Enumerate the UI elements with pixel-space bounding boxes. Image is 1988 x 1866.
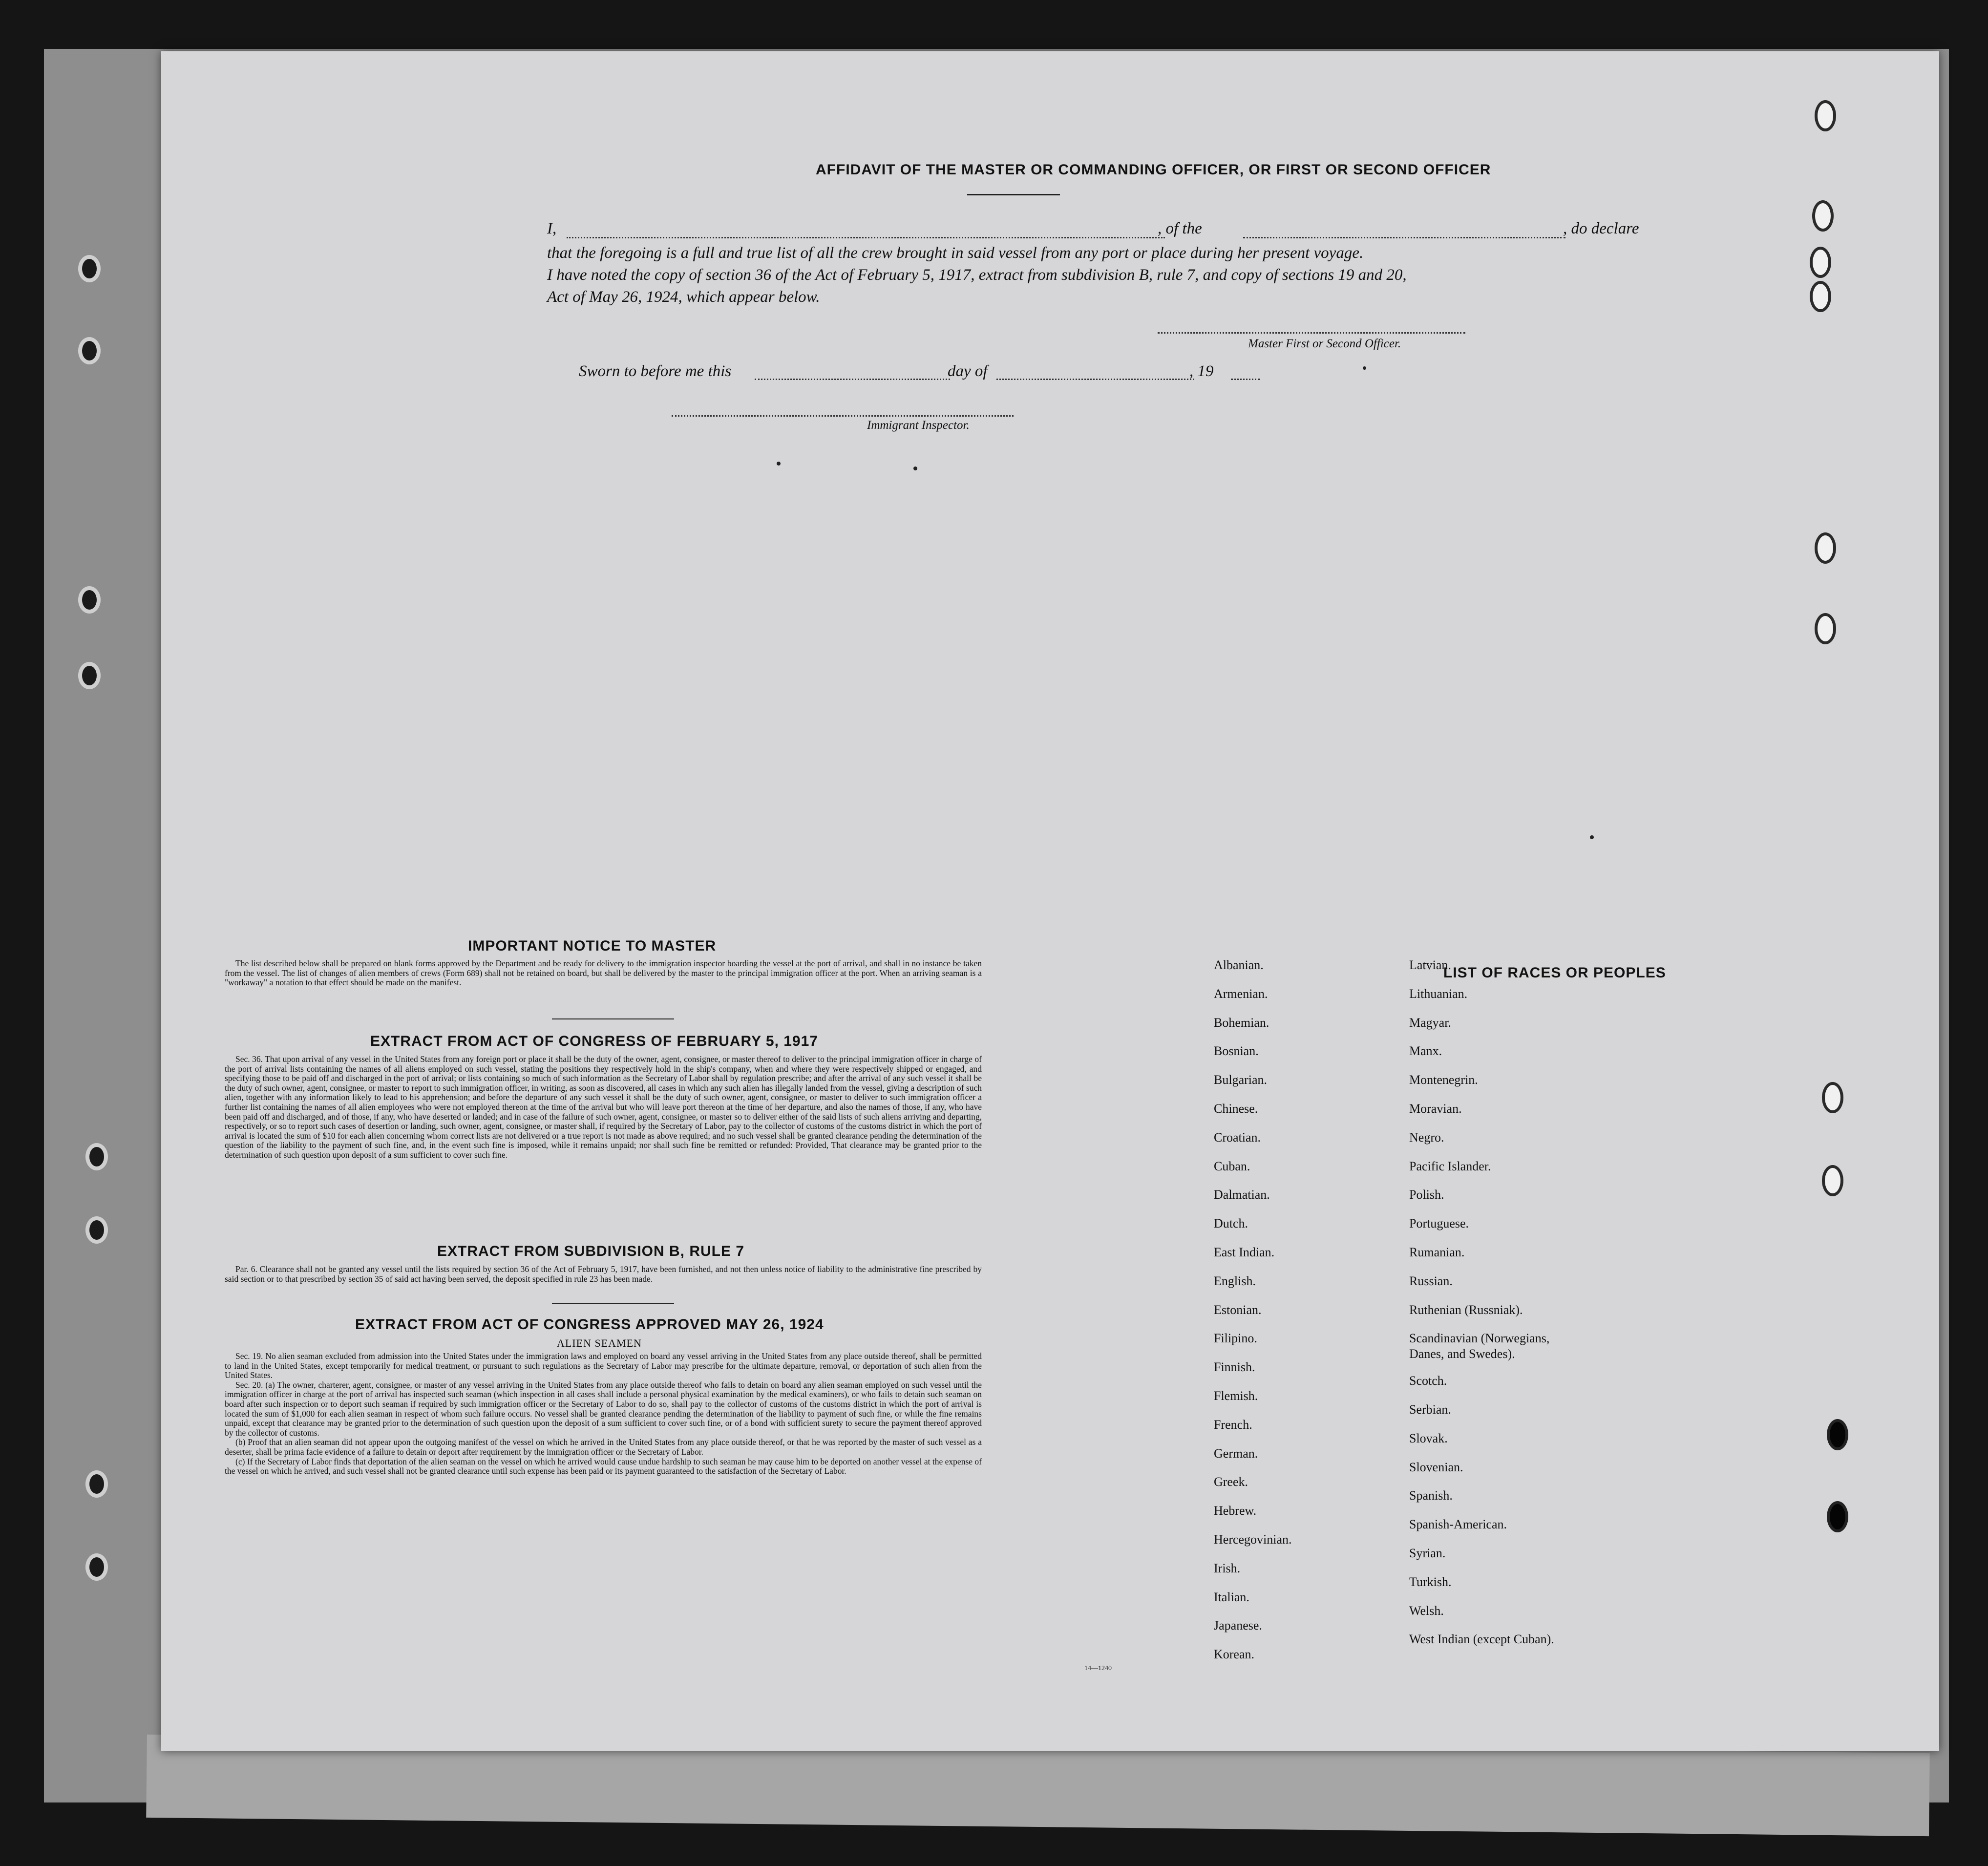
rule-7-body — [225, 1265, 982, 1284]
race-item: Syrian. — [1409, 1546, 1446, 1560]
race-item: East Indian. — [1214, 1245, 1275, 1259]
race-item: Serbian. — [1409, 1402, 1451, 1417]
sworn-month-blank[interactable] — [996, 379, 1194, 380]
binder-hole-icon — [85, 1143, 108, 1170]
punch-hole-icon — [1815, 100, 1836, 131]
punch-hole-icon — [1822, 1082, 1843, 1113]
notice-divider — [552, 1018, 674, 1019]
punch-hole-icon — [1810, 247, 1831, 278]
ink-speck — [913, 466, 917, 470]
race-item: West Indian (except Cuban). — [1409, 1632, 1554, 1647]
race-item: Cuban. — [1214, 1159, 1250, 1173]
sworn-year-blank[interactable] — [1231, 379, 1260, 380]
punch-hole-icon — [1815, 532, 1836, 564]
extract-1924-body — [225, 1352, 982, 1476]
race-item: Moravian. — [1409, 1102, 1462, 1116]
race-item: Slovak. — [1409, 1431, 1448, 1445]
race-item: Danes, and Swedes). — [1409, 1347, 1515, 1361]
race-item: Filipino. — [1214, 1331, 1257, 1346]
race-item: Spanish-American. — [1409, 1517, 1507, 1532]
race-item: Portuguese. — [1409, 1216, 1469, 1231]
race-item: Turkish. — [1409, 1574, 1452, 1589]
rule-7-text: Par. 6. Clearance shall not be granted any vessel until the lists required by section 36 of the Act of February 5, 1917, have been furnished, and not then unless notice of liability to the administrative fine prescribed by said section or to that prescribed by section 35 of said act having been served, the deposit specified in rule 23 has been made. — [225, 1264, 982, 1284]
notice-title: IMPORTANT NOTICE TO MASTER — [468, 938, 717, 954]
punch-hole-icon — [1827, 1501, 1848, 1532]
race-item: Magyar. — [1409, 1015, 1451, 1030]
race-item: Slovenian. — [1409, 1460, 1463, 1474]
race-item: Lithuanian. — [1409, 986, 1468, 1001]
race-item: Spanish. — [1409, 1488, 1453, 1503]
manifest-page — [161, 51, 1939, 1751]
binder-hole-icon — [85, 1470, 108, 1498]
race-item: English. — [1214, 1273, 1256, 1288]
form-number: 14—1240 — [1084, 1665, 1112, 1672]
race-item: Irish. — [1214, 1561, 1241, 1575]
punch-hole-icon — [1827, 1419, 1848, 1450]
binder-hole-icon — [78, 662, 101, 689]
rule-7-title: EXTRACT FROM SUBDIVISION B, RULE 7 — [437, 1243, 745, 1259]
binder-hole-icon — [78, 255, 101, 282]
race-item: Japanese. — [1214, 1618, 1262, 1633]
race-item: Rumanian. — [1409, 1245, 1465, 1259]
punch-hole-icon — [1822, 1165, 1843, 1196]
race-item: Welsh. — [1409, 1603, 1444, 1618]
extract-1917-body — [225, 1055, 982, 1160]
of-the-label: , of the — [1158, 220, 1202, 237]
race-item: Estonian. — [1214, 1302, 1262, 1317]
punch-hole-icon — [1812, 200, 1834, 232]
punch-hole-icon — [1815, 613, 1836, 644]
do-declare-label: , do declare — [1563, 220, 1639, 237]
race-item: Korean. — [1214, 1647, 1255, 1662]
race-item: Armenian. — [1214, 986, 1268, 1001]
sworn-day-blank[interactable] — [755, 379, 950, 380]
race-item: Negro. — [1409, 1130, 1444, 1145]
race-item: Manx. — [1409, 1044, 1442, 1059]
race-item: Finnish. — [1214, 1360, 1255, 1375]
race-item: Dutch. — [1214, 1216, 1248, 1231]
race-item: Chinese. — [1214, 1102, 1258, 1116]
notice-body — [225, 959, 982, 988]
race-item: Bohemian. — [1214, 1015, 1269, 1030]
alien-seamen-subtitle: ALIEN SEAMEN — [557, 1337, 642, 1349]
race-item: Hebrew. — [1214, 1504, 1257, 1518]
binder-hole-icon — [78, 586, 101, 614]
affidavit-line-4: Act of May 26, 1924, which appear below. — [547, 288, 820, 306]
race-item: Flemish. — [1214, 1389, 1258, 1403]
sec-20c-text: (c) If the Secretary of Labor finds that deportation of the alien seaman on the vessel on which he arrived would cause undue hardship to such seaman he may cause him to be deported on another vessel at the expense of the vessel on which he arrived, and such vessel shall not be granted clearance until such expense has been paid or its payment guaranteed to the satisfaction of the Secretary of Labor. — [225, 1456, 982, 1476]
sec-36-text: Sec. 36. That upon arrival of any vessel in the United States from any foreign port or place it shall be the duty of the owner, agent, consignee, or master thereof to deliver to the principal immigration officer in charge of the port of arrival lists containing the names of all aliens employed on such vessel, stating the positions they respectively hold in the ship's company, when and where they were respectively shipped or engaged, and specifying those to be paid off and discharged in the port of arrival; or lists containing so much of such information as the Secretary of Labor shall by regulation prescribe; and after the arrival of any such vessel it shall be the duty of such owner, agent, consignee, or master to report to such immigration officer, in writing, as soon as discovered, all cases in which any such alien has illegally landed from the vessel, giving a description of such alien, together with any information likely to lead to his apprehension; and before the departure of any such vessel it shall be the duty of such owner, agent, consignee, or master to deliver to such immigration officer a further list containing the names of all alien employees who were not employed thereon at the time of the arrival but who will leave port thereon at the time of her departure, and also the names of those, if any, who have been paid off and discharged, and of those, if any, who have deserted or landed; and in case of the failure of such owner, agent, consignee, or master so to deliver either of the said lists of such aliens arriving and departing, respectively, or so to report such cases of desertion or landing, such owner, agent, consignee, or master shall, if required by the Secretary of Labor, pay to the collector of customs of the customs district in which the port of arrival is located the sum of $10 for each alien concerning whom correct lists are not delivered or a true report is not made as above required; and no such vessel shall be granted clearance pending the determination of the question of the liability to the payment of such fine, and, in the event such fine is imposed, while it remains unpaid; nor shall such fine be remitted or refunded: Provided, That clearance may be granted prior to the determination of such question upon deposit of a sum sufficient to cover such fine. — [225, 1054, 982, 1160]
race-item: Montenegrin. — [1409, 1073, 1478, 1087]
race-item: Ruthenian (Russniak). — [1409, 1302, 1523, 1317]
inspector-signature-blank[interactable] — [672, 415, 1014, 417]
race-item: Hercegovinian. — [1214, 1532, 1292, 1547]
affidavit-title: AFFIDAVIT OF THE MASTER OR COMMANDING OFFICER, OR FIRST OR SECOND OFFICER — [816, 162, 1491, 178]
sec-19-text: Sec. 19. No alien seaman excluded from admission into the United States under the immigration laws and employed on board any vessel arriving in the United States from any place outside thereof, shall be permitted to land in the United States, except temporarily for medical treatment, or pursuant to such regulations as the Secretary of Labor may prescribe for the ultimate departure, removal, or deportation of such alien from the United States. — [225, 1351, 982, 1380]
binder-hole-icon — [85, 1216, 108, 1244]
race-item: Latvian. — [1409, 958, 1451, 972]
race-item: German. — [1214, 1446, 1258, 1461]
race-item: Italian. — [1214, 1590, 1249, 1604]
binder-hole-icon — [85, 1553, 108, 1581]
race-item: Bulgarian. — [1214, 1073, 1268, 1087]
race-item: Russian. — [1409, 1273, 1453, 1288]
race-item: Greek. — [1214, 1475, 1248, 1489]
sworn-label: Sworn to before me this — [579, 362, 732, 380]
ink-speck — [1363, 366, 1366, 370]
affidavit-line-2: that the foregoing is a full and true list of all the crew brought in said vessel from any port or place during her present voyage. — [547, 244, 1364, 262]
title-divider — [967, 194, 1060, 195]
race-item: Scotch. — [1409, 1374, 1447, 1388]
race-item: Croatian. — [1214, 1130, 1261, 1145]
ink-speck — [1590, 835, 1594, 839]
extract-1917-title: EXTRACT FROM ACT OF CONGRESS OF FEBRUARY 5, 1917 — [370, 1033, 818, 1049]
year-label: , 19 — [1189, 362, 1214, 380]
notice-text: The list described below shall be prepared on blank forms approved by the Department and be ready for delivery to the immigration inspector boarding the vessel at the port of arrival, and shall in no instance be taken from the vessel. The list of changes of alien members of crews (Form 689) shall not be retained on board, but shall be delivered by the master to the principal immigration officer at the port. When an arriving seaman is a "workaway" a notation to that effect should be made on the manifest. — [225, 958, 982, 988]
race-item: Albanian. — [1214, 958, 1264, 972]
sec-20a-text: Sec. 20. (a) The owner, charterer, agent, consignee, or master of any vessel arriving in the United States from any place outside thereof who fails to detain on board any alien seaman employed on such vessel until the immigration officer in charge at the port of arrival has inspected such seaman (which inspection in all cases shall include a personal physical examination by the medical examiners), or who fails to detain such seaman on board after such inspection or to deport such seaman if required by such immigration officer or the Secretary of Labor to do so, shall pay to the collector of customs of the customs district in which the port of arrival is located the sum of $1,000 for each alien seaman in respect of whom such failure occurs. No vessel shall be granted clearance pending the determination of the liability to payment of such fine, or while the fine remains unpaid, except that clearance may be granted prior to the determination of such question upon the deposit of a sum sufficient to cover such fine, or of a bond with sufficient surety to secure the payment thereof approved by the collector of customs. — [225, 1379, 982, 1438]
race-item: Bosnian. — [1214, 1044, 1259, 1059]
name-blank[interactable] — [567, 237, 1165, 238]
rule-7-divider — [552, 1303, 674, 1304]
master-signature-label: Master First or Second Officer. — [1248, 337, 1401, 350]
race-item: Dalmatian. — [1214, 1187, 1270, 1202]
race-item: Polish. — [1409, 1187, 1444, 1202]
races-title: LIST OF RACES OR PEOPLES — [1443, 965, 1666, 981]
vessel-blank[interactable] — [1243, 237, 1565, 238]
master-signature-blank[interactable] — [1158, 332, 1465, 334]
ink-speck — [777, 462, 781, 466]
sec-20b-text: (b) Proof that an alien seaman did not appear upon the outgoing manifest of the vessel on which he arrived in the United States from any place outside thereof, or that he was reported by the master of such vessel as a deserter, shall be prima facie evidence of a failure to detain or deport after requirement by the immigration officer or the Secretary of Labor. — [225, 1437, 982, 1457]
race-item: French. — [1214, 1417, 1252, 1432]
day-of-label: day of — [948, 362, 988, 380]
race-item: Scandinavian (Norwegians, — [1409, 1331, 1550, 1346]
extract-1924-title: EXTRACT FROM ACT OF CONGRESS APPROVED MAY 26, 1924 — [355, 1316, 824, 1333]
i-label: I, — [547, 220, 557, 237]
inspector-label: Immigrant Inspector. — [867, 419, 970, 432]
race-item: Pacific Islander. — [1409, 1159, 1491, 1173]
affidavit-line-3: I have noted the copy of section 36 of the Act of February 5, 1917, extract from subdivision B, rule 7, and copy of sections 19 and 20, — [547, 266, 1407, 284]
punch-hole-icon — [1810, 281, 1831, 312]
binder-hole-icon — [78, 337, 101, 364]
